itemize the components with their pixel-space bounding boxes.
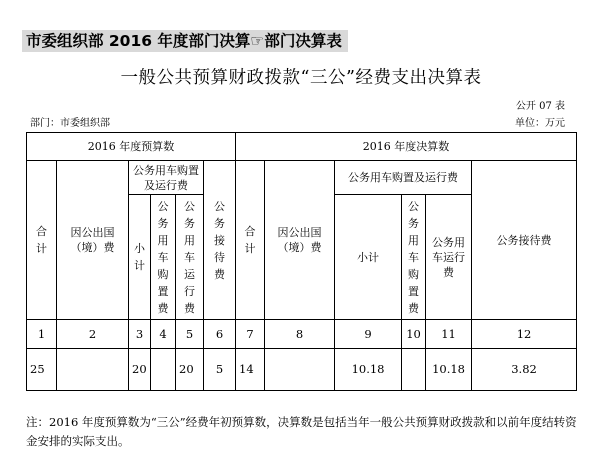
column-number: 3 xyxy=(129,320,151,349)
header-row-groups xyxy=(27,161,577,195)
final-reception-value: 3.82 xyxy=(472,349,577,391)
column-number: 8 xyxy=(265,320,335,349)
form-number: 公开 07 表 xyxy=(515,101,565,112)
column-number: 5 xyxy=(176,320,204,349)
budget-total-header: 合计 xyxy=(27,161,57,320)
final-subtotal-header: 小计 xyxy=(335,195,402,320)
column-number: 6 xyxy=(204,320,236,349)
column-number: 10 xyxy=(402,320,426,349)
column-number: 9 xyxy=(335,320,402,349)
final-total-header: 合计 xyxy=(236,161,265,320)
budget-abroad-value xyxy=(57,349,129,391)
final-car-purchase-value xyxy=(402,349,426,391)
budget-reception-value: 5 xyxy=(204,349,236,391)
final-subtotal-value: 10.18 xyxy=(335,349,402,391)
budget-car-running-value: 20 xyxy=(176,349,204,391)
final-car-purchase-header: 公务用车购置费 xyxy=(402,195,426,320)
table-row xyxy=(27,349,577,391)
budget-car-group-header: 公务用车购置及运行费 xyxy=(129,161,204,195)
final-car-running-header: 公务用车运行费 xyxy=(426,195,472,320)
department-label: 部门：市委组织部 xyxy=(30,118,110,129)
unit-label: 单位：万元 xyxy=(515,118,565,129)
budget-subtotal-value: 20 xyxy=(129,349,151,391)
column-number: 12 xyxy=(472,320,577,349)
final-abroad-value xyxy=(265,349,335,391)
column-number: 2 xyxy=(57,320,129,349)
column-number: 1 xyxy=(27,320,57,349)
budget-car-purchase-header: 公务用车购置费 xyxy=(151,195,176,320)
final-car-group-header: 公务用车购置及运行费 xyxy=(335,161,472,195)
footnote: 注：2016 年度预算数为“三公”经费年初预算数，决算数是包括当年一般公共预算财政拨款和以前年度结转资金安排的实际支出。 xyxy=(26,415,577,448)
budget-subtotal-header: 小计 xyxy=(129,195,151,320)
budget-total-value: 25 xyxy=(27,349,57,391)
budget-header: 2016 年度预算数 xyxy=(27,133,236,161)
final-car-running-value: 10.18 xyxy=(426,349,472,391)
header-row-period xyxy=(27,133,577,161)
budget-reception-header: 公务接待费 xyxy=(204,161,236,320)
final-header: 2016 年度决算数 xyxy=(236,133,577,161)
page-title: 一般公共预算财政拨款“三公”经费支出决算表 xyxy=(120,68,482,88)
budget-car-running-header: 公务用车运行费 xyxy=(176,195,204,320)
budget-abroad-header: 因公出国（境）费 xyxy=(57,161,129,320)
breadcrumb: 市委组织部 2016 年度部门决算☞部门决算表 xyxy=(22,30,348,52)
final-total-value: 14 xyxy=(236,349,265,391)
final-abroad-header: 因公出国（境）费 xyxy=(265,161,335,320)
budget-car-purchase-value xyxy=(151,349,176,391)
expense-table xyxy=(26,132,577,391)
final-reception-header: 公务接待费 xyxy=(472,161,577,320)
column-number: 4 xyxy=(151,320,176,349)
column-number-row xyxy=(27,320,577,349)
column-number: 7 xyxy=(236,320,265,349)
column-number: 11 xyxy=(426,320,472,349)
